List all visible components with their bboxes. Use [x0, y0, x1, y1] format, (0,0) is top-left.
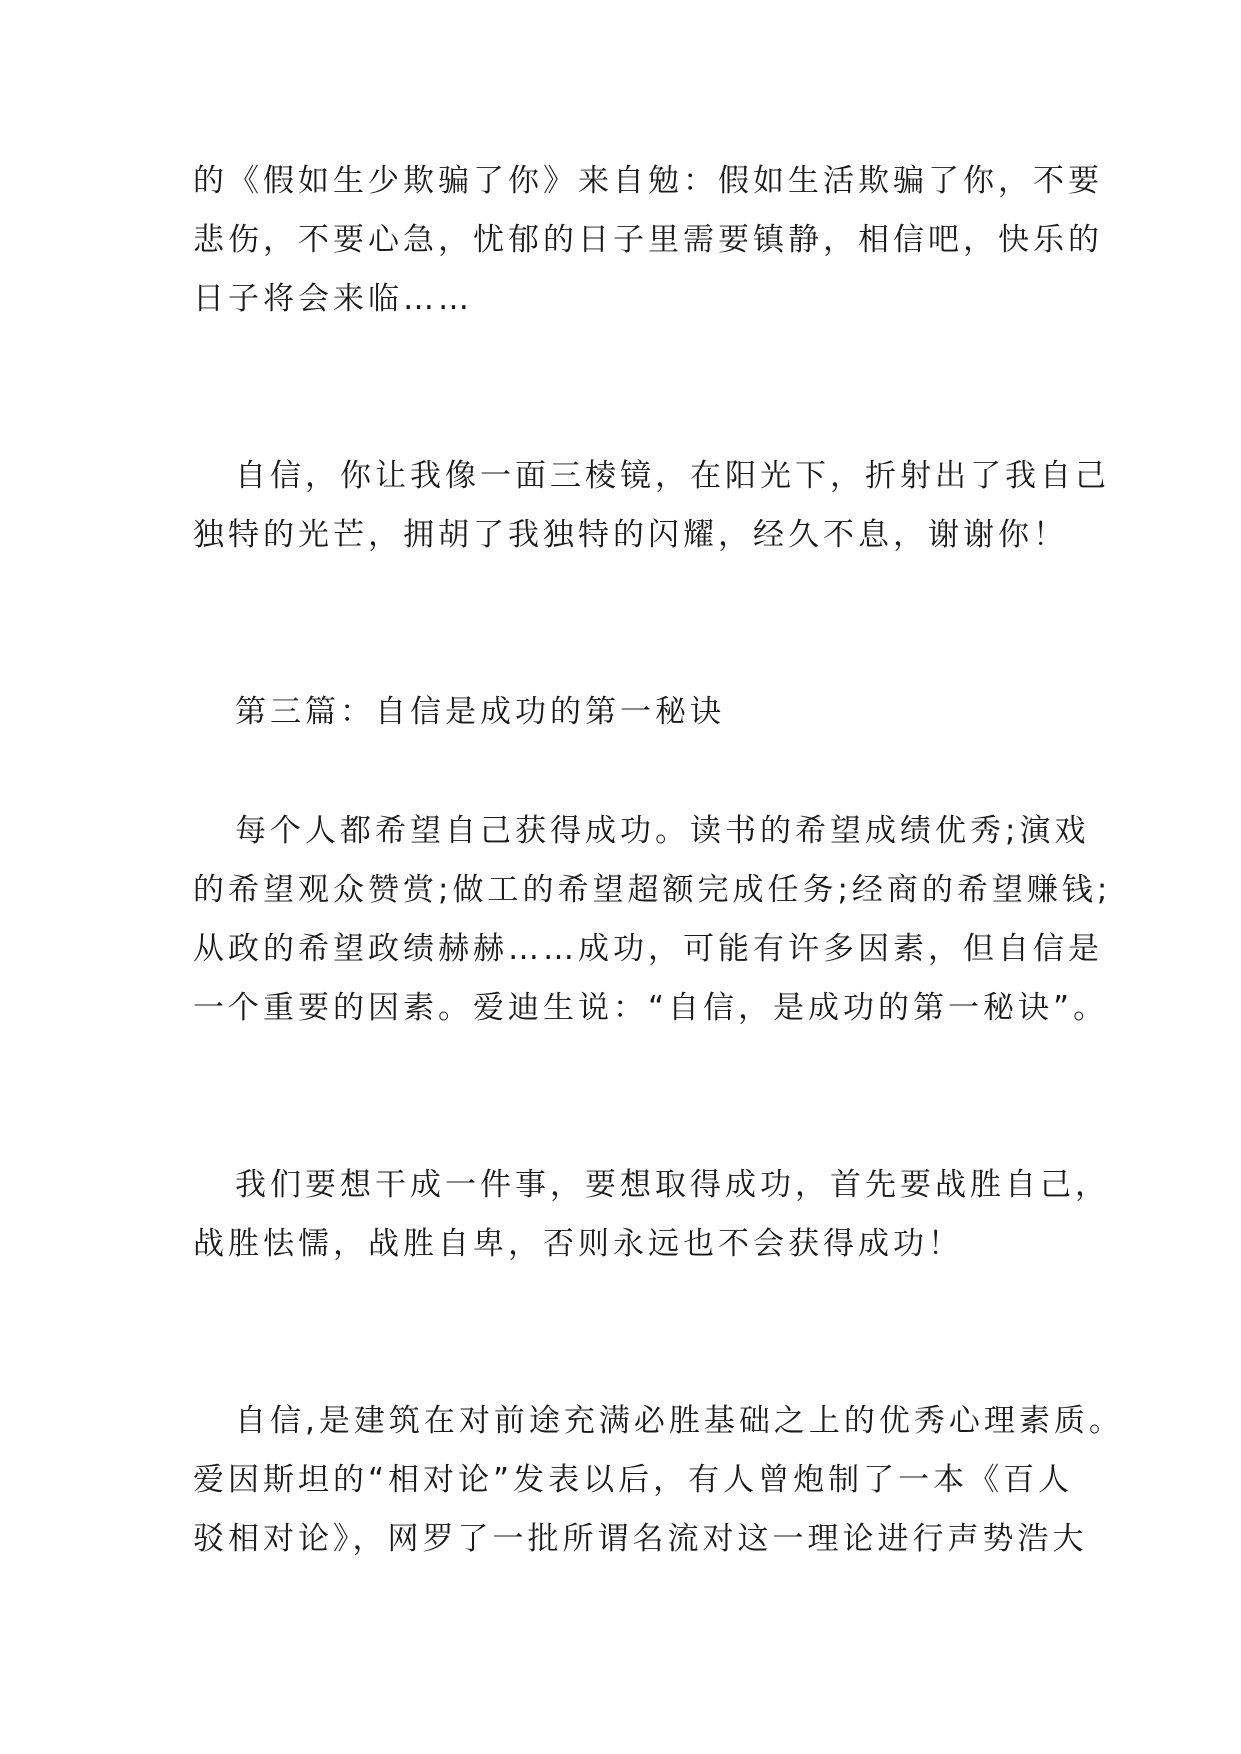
paragraph-continuation [193, 152, 1103, 329]
section-heading [193, 683, 1073, 742]
text-line: 的希望观众赞赏;做工的希望超额完成任务;经商的希望赚钱; [193, 872, 1112, 908]
text-line: 悲伤，不要心急，忧郁的日子里需要镇静，相信吧，快乐的 [193, 222, 1103, 258]
text-line: 驳相对论》，网罗了一批所谓名流对这一理论进行声势浩大 [193, 1521, 1088, 1557]
paragraph-einstein-relativity [193, 1392, 1124, 1569]
text-line: 每个人都希望自己获得成功。读书的希望成绩优秀;演戏 [235, 813, 1090, 849]
text-line: 的《假如生少欺骗了你》来自勉：假如生活欺骗了你，不要 [193, 163, 1103, 199]
heading-text: 第三篇：自信是成功的第一秘诀 [235, 694, 725, 730]
text-line: 从政的希望政绩赫赫……成功，可能有许多因素，但自信是 [193, 931, 1103, 967]
text-line: 独特的光芒，拥胡了我独特的闪耀，经久不息，谢谢你！ [193, 517, 1068, 553]
paragraph-everyone-hopes-success [193, 802, 1112, 1038]
text-line: 自信,是建筑在对前途充满必胜基础之上的优秀心理素质。 [235, 1403, 1124, 1439]
paragraph-overcome-self [193, 1156, 1110, 1274]
text-line: 一个重要的因素。爱迪生说：“自信，是成功的第一秘诀”。 [193, 990, 1109, 1026]
paragraph-self-confidence-prism [193, 447, 1110, 565]
text-line: 我们要想干成一件事，要想取得成功，首先要战胜自己， [235, 1167, 1110, 1203]
text-line: 战胜怯懦，战胜自卑，否则永远也不会获得成功！ [193, 1226, 963, 1262]
text-line: 爱因斯坦的“相对论”发表以后，有人曾炮制了一本《百人 [193, 1462, 1074, 1498]
text-line: 自信，你让我像一面三棱镜，在阳光下，折射出了我自己 [235, 458, 1110, 494]
text-line: 日子将会来临…… [193, 281, 473, 317]
